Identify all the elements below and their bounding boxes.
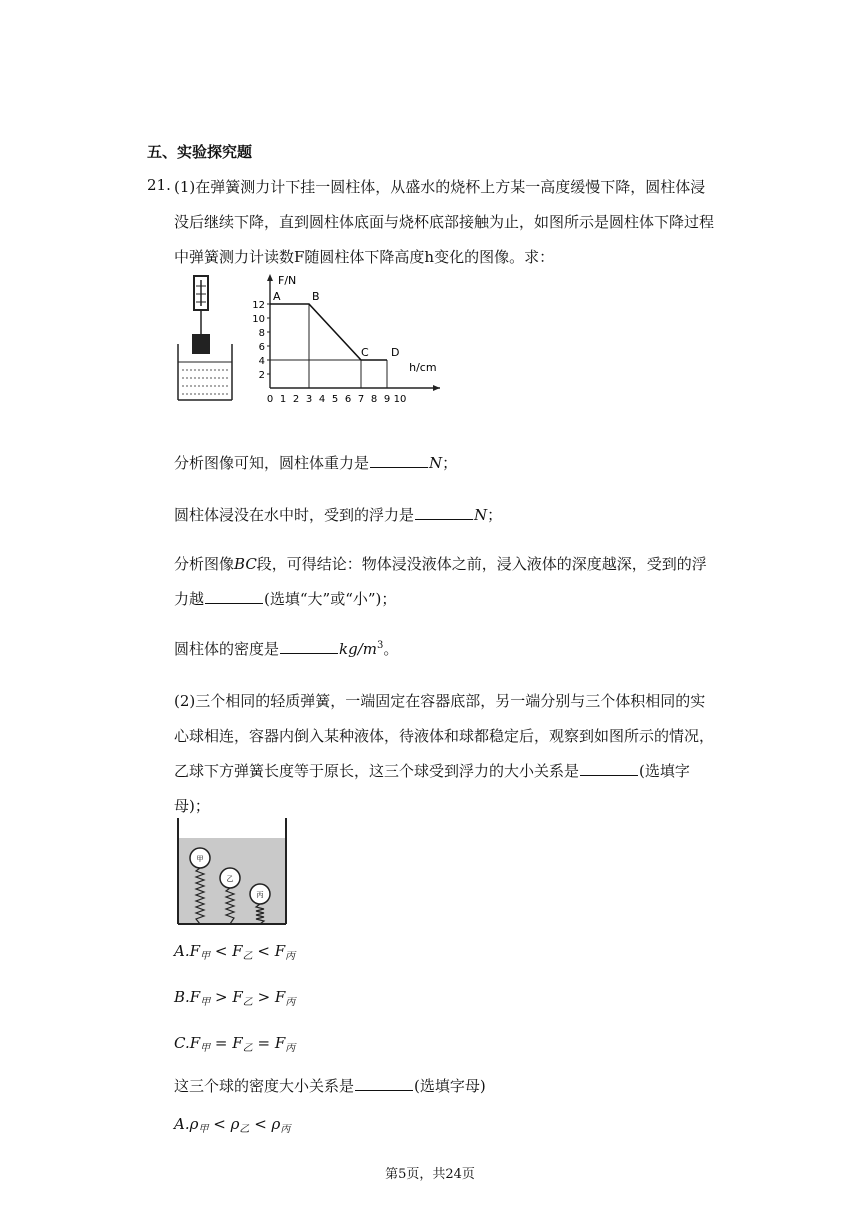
symbol: F [274,1034,286,1052]
part2-line-3 [174,760,690,781]
subscript: 甲 [200,1043,211,1054]
ball-label-yi: 乙 [226,875,234,883]
point-label-a: A [273,290,281,303]
subscript: 丙 [280,1124,291,1135]
symbol: F [232,942,243,960]
intro-line-2: 没后继续下降，直到圆柱体底面与烧杯底部接触为止，如图所示是圆柱体下降过程 [174,213,715,231]
subscript: 甲 [200,997,211,1008]
part2-line-2: 心球相连，容器内倒入某种液体，待液体和球都稳定后，观察到如图所示的情况， [174,727,715,745]
x-tick-label: 7 [357,394,365,405]
answer-blank-buoyancy[interactable] [415,505,473,520]
subscript: 甲 [198,1124,209,1135]
option-a-force[interactable] [174,942,295,962]
symbol: F [189,1034,201,1052]
subscript: 乙 [242,951,253,962]
x-tick-label: 4 [318,394,326,405]
unit-density: kg/m [339,640,377,658]
option-b-force[interactable] [174,988,295,1008]
series-line [270,304,387,360]
text: (选填字 [639,762,690,780]
text: 力越 [174,590,205,608]
text: (选填“大”或“小”)； [264,590,397,608]
x-tick-label: 6 [344,394,352,405]
unit-newton: N [429,454,443,472]
operator: < [213,1115,226,1133]
x-tick-label: 1 [279,394,287,405]
x-tick-label: 10 [393,394,407,405]
option-letter: A. [174,1115,190,1133]
y-tick-label: 6 [258,342,265,353]
question-buoyancy [174,504,502,525]
y-tick-label: 12 [252,300,265,311]
y-axis-arrow [267,274,273,281]
option-letter: C. [174,1034,190,1052]
unit-newton: N [474,506,488,524]
y-tick-label: 8 [258,328,265,339]
symbol: ρ [189,1115,199,1133]
text: 这三个球的密度大小关系是 [174,1077,355,1095]
symbol: F [189,942,201,960]
question-density-relation [174,1075,486,1096]
x-axis-label: h/cm [409,361,437,375]
part2-line-1: (2)三个相同的轻质弹簧，一端固定在容器底部，另一端分别与三个体积相同的实 [174,692,706,710]
subscript: 乙 [242,1043,253,1054]
x-tick-label: 0 [266,394,274,405]
x-tick-label: 9 [383,394,391,405]
operator: > [215,988,228,1006]
symbol: ρ [230,1115,240,1133]
punct: ； [442,454,458,472]
question-density [174,638,398,659]
force-height-chart [254,270,444,410]
text: 段，可得结论：物体浸没液体之前，浸入液体的深度越深，受到的浮 [256,555,707,573]
subscript: 乙 [242,997,253,1008]
y-tick-label: 2 [258,370,265,381]
option-letter: A. [174,942,190,960]
y-axis-label: F/N [278,274,297,287]
subscript: 甲 [200,951,211,962]
x-axis-arrow [433,385,440,391]
question-weight [174,452,457,473]
operator: < [254,1115,267,1133]
operator: = [257,1034,271,1052]
point-label-d: D [391,346,400,359]
option-letter: B. [174,988,190,1006]
question-number: 21. [147,176,171,194]
x-tick-label: 3 [305,394,313,405]
point-label-b: B [312,290,320,303]
text: (选填字母) [414,1077,486,1095]
option-c-force[interactable] [174,1034,295,1054]
answer-blank-weight[interactable] [370,453,428,468]
punct: 。 [383,640,399,658]
operator: > [257,988,271,1006]
page-footer: 第5页，共24页 [385,1167,475,1182]
y-tick-label: 10 [252,314,265,325]
question-bc-line-2 [174,588,396,609]
text: 分析图像 [174,555,235,573]
ball-label-bing: 丙 [256,891,264,899]
symbol: F [274,988,286,1006]
unit-exponent: 3 [376,640,384,651]
symbol: F [274,942,286,960]
section-title: 五、实验探究题 [147,143,253,161]
subscript: 丙 [285,1043,296,1054]
question-bc-line-1 [174,553,707,574]
operator: = [214,1034,228,1052]
x-tick-label: 5 [331,394,339,405]
y-tick-label: 4 [258,356,265,367]
subscript: 丙 [285,951,296,962]
subscript: 丙 [285,997,296,1008]
option-a-density[interactable] [174,1115,290,1135]
operator: < [257,942,270,960]
part2-line-4: 母)； [174,797,210,815]
operator: < [214,942,228,960]
springs-balls-container-figure [174,816,290,928]
answer-blank-buoyancy-relation[interactable] [580,761,638,776]
intro-line-1: (1)在弹簧测力计下挂一圆柱体，从盛水的烧杯上方某一高度缓慢下降，圆柱体浸 [174,178,706,196]
symbol: F [232,1034,243,1052]
symbol: ρ [271,1115,281,1133]
text: 圆柱体的密度是 [174,640,280,658]
x-tick-label: 2 [292,394,300,405]
punct: ； [487,506,503,524]
text: 乙球下方弹簧长度等于原长，这三个球受到浮力的大小关系是 [174,762,580,780]
point-label-c: C [361,346,369,359]
question-buoyancy-text: 圆柱体浸没在水中时，受到的浮力是 [174,506,415,524]
answer-blank-density-relation[interactable] [355,1076,413,1091]
x-tick-label: 8 [370,394,378,405]
symbol: F [232,988,243,1006]
symbol: F [189,988,201,1006]
question-weight-text: 分析图像可知，圆柱体重力是 [174,454,370,472]
intro-line-3: 中弹簧测力计读数F随圆柱体下降高度h变化的图像。求： [174,248,555,266]
answer-blank-density[interactable] [280,639,338,654]
ball-label-jia: 甲 [196,855,204,863]
answer-blank-bigsmall[interactable] [205,589,263,604]
spring-scale-beaker-figure [174,272,236,407]
segment-label: BC [234,555,257,573]
subscript: 乙 [239,1124,250,1135]
